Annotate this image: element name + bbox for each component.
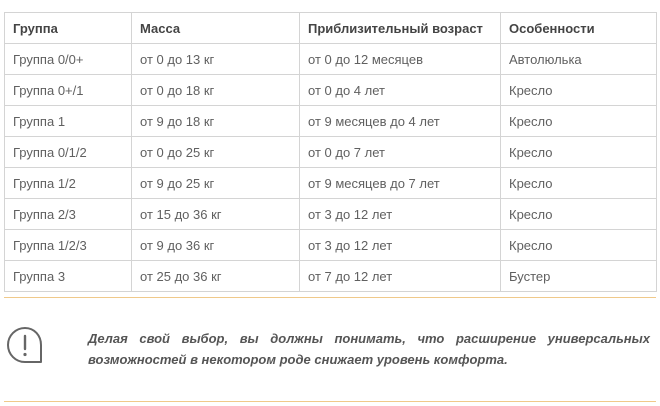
car-seat-groups-table [4,12,657,292]
header-age: Приблизительный возраст [300,13,501,44]
cell-group: Группа 1/2 [5,168,132,199]
table-row [5,199,657,230]
note-text: Делая свой выбор, вы должны понимать, что расширение универсальных возможностей в некотором роде снижает уровень комфорта. [88,331,650,367]
cell-age: от 7 до 12 лет [300,261,501,292]
header-row [5,13,657,44]
cell-group: Группа 1/2/3 [5,230,132,261]
cell-mass: от 15 до 36 кг [132,199,300,230]
table-body [5,44,657,292]
cell-age: от 0 до 7 лет [300,137,501,168]
cell-group: Группа 0/0+ [5,44,132,75]
table-row [5,44,657,75]
cell-features: Бустер [501,261,657,292]
cell-features: Кресло [501,75,657,106]
table-row [5,106,657,137]
cell-age: от 0 до 12 месяцев [300,44,501,75]
cell-group: Группа 0/1/2 [5,137,132,168]
exclamation-speech-bubble-icon [6,326,44,366]
cell-age: от 9 месяцев до 7 лет [300,168,501,199]
header-mass: Масса [132,13,300,44]
cell-features: Кресло [501,137,657,168]
cell-mass: от 9 до 18 кг [132,106,300,137]
header-group: Группа [5,13,132,44]
car-seat-groups-table-wrapper [4,12,656,292]
table-row [5,75,657,106]
note-divider-bottom [4,401,656,402]
table-row [5,168,657,199]
note-divider-top [4,297,656,298]
cell-mass: от 9 до 25 кг [132,168,300,199]
cell-age: от 9 месяцев до 4 лет [300,106,501,137]
table-row [5,137,657,168]
cell-age: от 3 до 12 лет [300,199,501,230]
cell-group: Группа 0+/1 [5,75,132,106]
header-features: Особенности [501,13,657,44]
cell-age: от 3 до 12 лет [300,230,501,261]
table-header [5,13,657,44]
cell-features: Автолюлька [501,44,657,75]
cell-features: Кресло [501,168,657,199]
cell-mass: от 0 до 13 кг [132,44,300,75]
cell-mass: от 0 до 18 кг [132,75,300,106]
cell-age: от 0 до 4 лет [300,75,501,106]
table-row [5,230,657,261]
cell-mass: от 0 до 25 кг [132,137,300,168]
table-row [5,261,657,292]
cell-features: Кресло [501,230,657,261]
cell-mass: от 9 до 36 кг [132,230,300,261]
cell-group: Группа 2/3 [5,199,132,230]
cell-mass: от 25 до 36 кг [132,261,300,292]
cell-features: Кресло [501,199,657,230]
cell-features: Кресло [501,106,657,137]
cell-group: Группа 3 [5,261,132,292]
cell-group: Группа 1 [5,106,132,137]
